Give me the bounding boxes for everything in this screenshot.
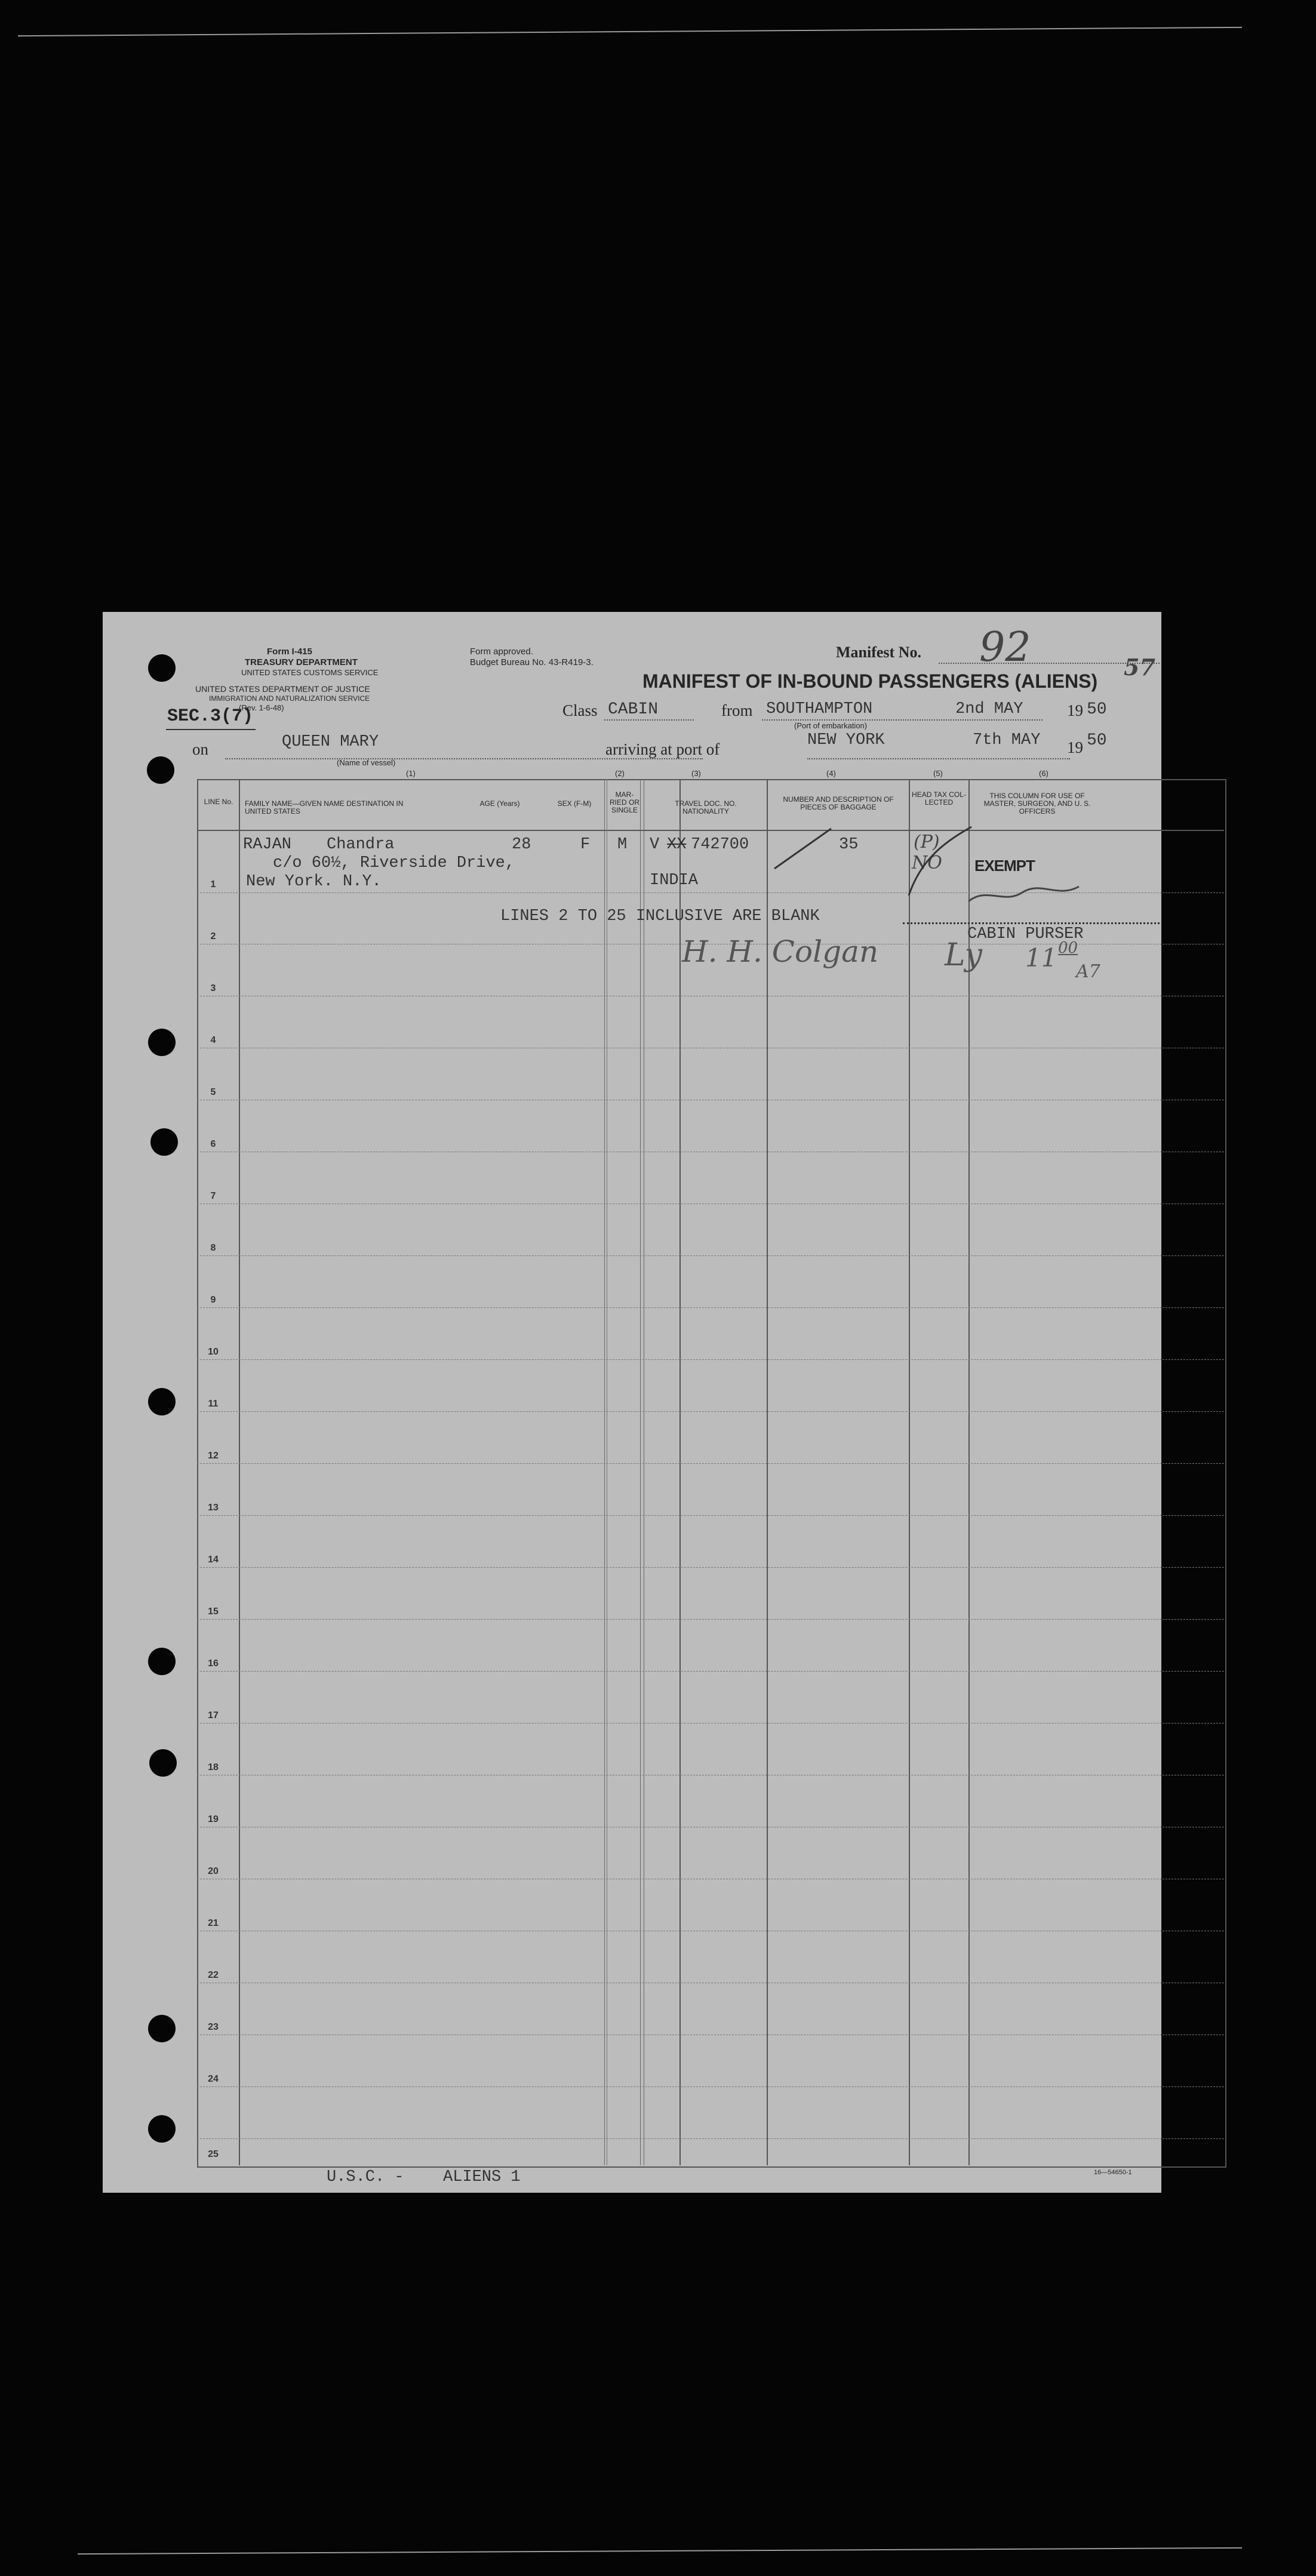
bottom-scan-border <box>78 2547 1242 2555</box>
line-number: 24 <box>208 2074 219 2084</box>
pen-scribble-icon <box>963 875 1082 910</box>
header-sex: SEX (F-M) <box>557 799 592 808</box>
line-number: 11 <box>208 1399 219 1409</box>
header-officers: THIS COLUMN FOR USE OF MASTER, SURGEON, AND U. S. OFFICERS <box>983 792 1091 816</box>
annotation-superscript: 00 <box>1058 939 1078 957</box>
arrival-date: 7th MAY <box>973 731 1041 749</box>
col-divider <box>968 779 970 2165</box>
manifest-no-label: Manifest No. <box>836 644 921 661</box>
punch-hole <box>149 1749 177 1777</box>
line-number: 7 <box>210 1191 216 1201</box>
header-name: FAMILY NAME—GIVEN NAME DESTINATION IN UNITED STATES <box>245 799 404 816</box>
passenger-age: 28 <box>512 836 531 854</box>
row-divider <box>197 1567 1224 1568</box>
line-number: 16 <box>208 1658 219 1669</box>
line-number: 21 <box>208 1918 219 1928</box>
row-divider <box>197 1515 1224 1516</box>
passenger-address-line1: c/o 60½, Riverside Drive, <box>273 854 515 872</box>
header-travel: TRAVEL DOC. NO. NATIONALITY <box>675 799 737 816</box>
row-divider <box>197 2138 1224 2139</box>
line-number: 10 <box>208 1347 219 1357</box>
row-divider <box>197 1359 1224 1360</box>
manifest-table <box>197 779 1226 2168</box>
col-num-4: (4) <box>826 769 836 778</box>
embark-caption: (Port of embarkation) <box>794 721 868 730</box>
line-number: 8 <box>210 1243 216 1253</box>
col-divider <box>640 779 641 2165</box>
head-tax-collected: NO <box>912 852 942 873</box>
header-age: AGE (Years) <box>479 799 520 808</box>
col-num-6: (6) <box>1039 769 1049 778</box>
revision-date: (Rev. 1-6-48) <box>239 703 284 712</box>
col-num-3: (3) <box>691 769 701 778</box>
punch-hole <box>147 756 174 784</box>
from-label: from <box>721 701 753 719</box>
col-num-1: (1) <box>406 769 416 778</box>
punch-hole <box>148 2115 176 2143</box>
arrival-year-prefix: 19 <box>1067 738 1083 756</box>
sec-underline <box>166 729 256 730</box>
col-divider <box>679 779 681 2165</box>
arrival-year: 50 <box>1087 731 1107 750</box>
punch-hole <box>148 654 176 682</box>
row-divider <box>197 1671 1224 1672</box>
immigration-service: IMMIGRATION AND NATURALIZATION SERVICE <box>209 694 370 703</box>
line-number: 6 <box>210 1139 216 1149</box>
class-line <box>604 719 694 721</box>
footer-form-code: 16—54650-1 <box>1094 2169 1132 2176</box>
passenger-nationality: INDIA <box>650 872 699 890</box>
passenger-given-name: Chandra <box>327 836 395 854</box>
baggage-count: 35 <box>839 836 859 854</box>
travel-doc-struck: XX <box>667 836 687 854</box>
row-divider <box>197 1255 1224 1256</box>
punch-hole <box>148 1648 176 1675</box>
line-number: 13 <box>208 1503 219 1513</box>
line-number: 15 <box>208 1606 219 1617</box>
cabin-purser: CABIN PURSER <box>967 925 1084 943</box>
punch-hole <box>148 2015 176 2042</box>
from-line <box>762 719 1043 721</box>
exempt-stamp: EXEMPT <box>974 857 1035 875</box>
punch-hole <box>148 1029 176 1056</box>
line-number: 17 <box>208 1710 219 1721</box>
embark-year-prefix: 19 <box>1067 701 1083 719</box>
class-label: Class <box>562 701 598 719</box>
line-number: 18 <box>208 1762 219 1772</box>
manifest-title: MANIFEST OF IN-BOUND PASSENGERS (ALIENS) <box>642 670 1098 692</box>
budget-bureau: Budget Bureau No. 43-R419-3. <box>470 657 594 667</box>
passenger-address-line2: New York. N.Y. <box>246 873 382 891</box>
form-approved: Form approved. <box>470 647 533 657</box>
embark-year: 50 <box>1087 700 1107 719</box>
row-divider <box>197 1411 1224 1412</box>
form-number: Form I-415 <box>267 647 312 657</box>
vessel-name: QUEEN MARY <box>282 733 379 751</box>
line-number: 2 <box>210 931 216 941</box>
arrival-port: NEW YORK <box>807 731 885 749</box>
line-number: 19 <box>208 1814 219 1824</box>
travel-doc-number: 742700 <box>691 836 749 854</box>
manifest-page <box>103 612 1161 2193</box>
row-divider <box>197 2086 1224 2087</box>
blank-lines-note: LINES 2 TO 25 INCLUSIVE ARE BLANK <box>500 907 820 925</box>
col-divider <box>909 779 910 2165</box>
blank-note-leader <box>903 922 1160 924</box>
arriving-label: arriving at port of <box>605 740 720 758</box>
travel-doc-prefix: V <box>650 836 660 854</box>
arrival-line <box>807 758 1070 759</box>
annotation-number: 11 <box>1025 943 1057 972</box>
line-number: 14 <box>208 1555 219 1565</box>
line-number: 3 <box>210 983 216 993</box>
class-value: CABIN <box>608 700 659 719</box>
passenger-surname: RAJAN <box>243 836 292 854</box>
annotation-code: A7 <box>1076 961 1100 982</box>
row-divider <box>197 1723 1224 1724</box>
line-number: 23 <box>208 2022 219 2032</box>
section-mark: SEC.3(7) <box>167 706 254 727</box>
col-num-5: (5) <box>933 769 943 778</box>
line-number: 4 <box>210 1035 216 1045</box>
justice-department: UNITED STATES DEPARTMENT OF JUSTICE <box>195 684 370 694</box>
footer-aliens-count: ALIENS 1 <box>443 2168 521 2186</box>
passenger-marital-status: M <box>617 836 628 854</box>
top-scan-border <box>18 27 1242 36</box>
punch-hole <box>150 1128 178 1156</box>
header-divider <box>197 830 1224 831</box>
line-number: 5 <box>210 1087 216 1097</box>
on-label: on <box>192 740 208 758</box>
vessel-caption: (Name of vessel) <box>337 758 396 767</box>
line-number: 1 <box>210 879 216 890</box>
header-line-no: LINE No. <box>204 798 233 806</box>
line-number: 20 <box>208 1866 219 1876</box>
line-number: 12 <box>208 1451 219 1461</box>
col-divider <box>767 779 768 2165</box>
col-divider <box>604 779 605 2165</box>
row-divider <box>197 1307 1224 1308</box>
line-number: 9 <box>210 1295 216 1305</box>
embark-date: 2nd MAY <box>955 700 1023 718</box>
header-married: MAR- RIED OR SINGLE <box>609 790 639 815</box>
officer-initials: Ly <box>945 937 982 973</box>
passenger-sex: F <box>580 836 591 854</box>
punch-hole <box>148 1388 176 1415</box>
line-number: 22 <box>208 1970 219 1980</box>
row-divider <box>197 1463 1224 1464</box>
manifest-number: 92 <box>979 624 1031 671</box>
head-tax-mark: (P) <box>914 832 940 852</box>
customs-service: UNITED STATES CUSTOMS SERVICE <box>241 668 379 677</box>
officer-signature: H. H. Colgan <box>682 934 879 969</box>
header-baggage: NUMBER AND DESCRIPTION OF PIECES OF BAGGAGE <box>783 795 894 812</box>
footer-usc: U.S.C. - <box>327 2168 404 2186</box>
check-mark-icon <box>771 824 837 872</box>
treasury-department: TREASURY DEPARTMENT <box>245 657 358 667</box>
header-headtax: HEAD TAX COL- LECTED <box>912 790 966 807</box>
from-value: SOUTHAMPTON <box>766 700 873 718</box>
line-number: 25 <box>208 2149 219 2159</box>
page-number: 57 <box>1124 654 1155 681</box>
col-num-2: (2) <box>615 769 625 778</box>
row-divider <box>197 1619 1224 1620</box>
col-divider <box>239 779 240 2165</box>
